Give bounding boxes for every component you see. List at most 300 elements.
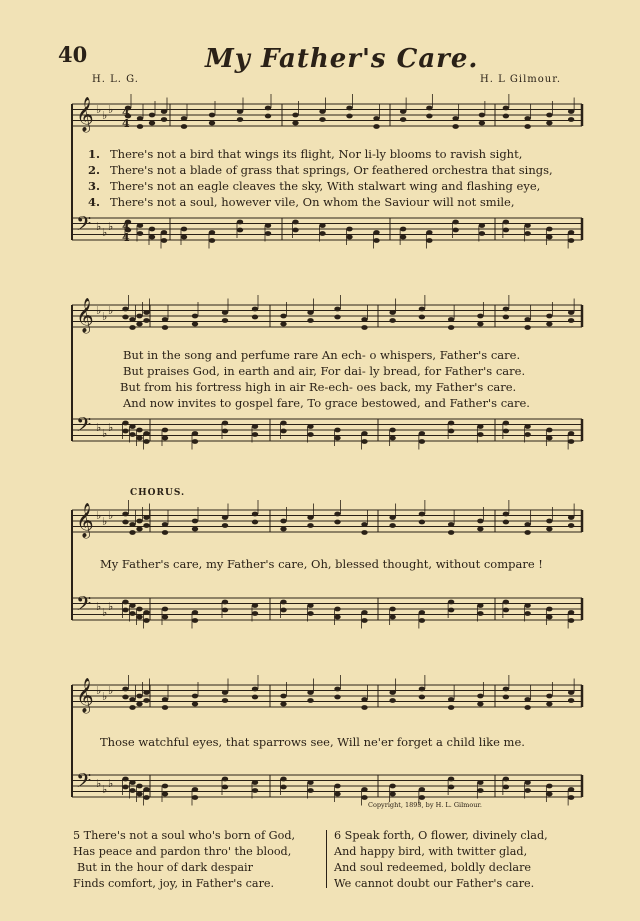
system-2-note-head	[524, 432, 530, 437]
system-4-note-head	[143, 787, 149, 792]
system-3-note-head	[361, 610, 367, 615]
system-2-note-head	[136, 314, 142, 319]
system-1-note-head	[237, 228, 243, 233]
system-4-note-head	[280, 785, 286, 790]
system-2-note-head	[122, 315, 128, 320]
time-signature-bottom: 4	[122, 117, 130, 130]
system-3-note-head	[136, 527, 142, 532]
system-1-note-head	[137, 231, 143, 236]
system-4-note-head	[162, 697, 168, 702]
system-1-note-head	[292, 220, 298, 225]
chorus-line-2: Those watchful eyes, that sparrows see, Will ne'er forget a child like me.	[100, 735, 525, 749]
system-3-note-head	[162, 615, 168, 620]
system-1-note-head	[209, 121, 215, 126]
system-2-note-head	[129, 325, 135, 330]
system-4-note-head	[252, 687, 258, 692]
refrain-line-2: But praises God, in earth and air, For dai- ly bread, for Father's care.	[123, 364, 526, 378]
system-2-note-head	[252, 315, 258, 320]
system-3-note-head	[477, 611, 483, 616]
system-4-note-head	[448, 785, 454, 790]
system-2-flat-icon: ♭	[102, 310, 108, 323]
system-1-note-head	[346, 114, 352, 119]
system-2-note-head	[192, 439, 198, 444]
system-3-flat-icon: ♭	[108, 600, 114, 613]
system-1-note-head	[400, 117, 406, 122]
copyright-notice: Copyright, 1893, by H. L. Gilmour.	[368, 801, 482, 809]
system-1-bass-clef-icon: 𝄢	[76, 212, 92, 240]
system-2-note-head	[129, 432, 135, 437]
system-3-note-head	[448, 608, 454, 613]
system-1-note-head	[503, 220, 509, 225]
system-3-note-head	[222, 515, 228, 520]
chorus-label: CHORUS.	[130, 488, 186, 498]
system-1-note-head	[373, 238, 379, 243]
system-4-note-head	[143, 795, 149, 800]
system-4-note-head	[252, 780, 258, 785]
system-4-note-head	[129, 788, 135, 793]
words-credit: H. L. G.	[92, 74, 139, 85]
system-2-note-head	[477, 314, 483, 319]
system-2-note-head	[334, 436, 340, 441]
system-3-note-head	[162, 522, 168, 527]
system-3-note-head	[568, 610, 574, 615]
system-2-note-head	[222, 310, 228, 315]
system-2-note-head	[419, 439, 425, 444]
time-signature-top: 4	[122, 220, 130, 233]
system-4-note-head	[503, 777, 509, 782]
system-3-note-head	[524, 603, 530, 608]
system-1-note-head	[265, 114, 271, 119]
system-3-note-head	[419, 618, 425, 623]
system-4-note-head	[122, 687, 128, 692]
system-1-note-head	[400, 235, 406, 240]
system-3-note-head	[122, 608, 128, 613]
system-2-note-head	[122, 429, 128, 434]
system-3-flat-icon: ♭	[102, 515, 108, 528]
system-4-note-head	[192, 694, 198, 699]
system-1-treble-clef-icon: 𝄞	[76, 97, 94, 132]
system-2-note-head	[419, 315, 425, 320]
system-1-note-head	[546, 113, 552, 118]
system-1-note-head	[346, 227, 352, 232]
system-4-note-head	[546, 784, 552, 789]
time-signature-top: 4	[122, 106, 130, 119]
system-3-note-head	[334, 512, 340, 517]
system-3-note-head	[122, 512, 128, 517]
system-4-note-head	[136, 694, 142, 699]
system-2-note-head	[162, 317, 168, 322]
system-1-note-head	[524, 231, 530, 236]
system-2-note-head	[361, 317, 367, 322]
system-3-note-head	[222, 523, 228, 528]
refrain-line-4: And now invites to gospel fare, To grace bestowed, and Father's care.	[123, 396, 530, 410]
system-4-note-head	[419, 695, 425, 700]
system-3-note-head	[361, 618, 367, 623]
system-3-note-head	[546, 527, 552, 532]
system-1-note-head	[524, 124, 530, 129]
system-1-note-head	[319, 117, 325, 122]
system-3-note-head	[307, 515, 313, 520]
system-3-note-head	[129, 522, 135, 527]
system-1-note-head	[181, 235, 187, 240]
system-2-note-head	[568, 439, 574, 444]
system-2-note-head	[122, 307, 128, 312]
system-2-note-head	[477, 424, 483, 429]
system-2-note-head	[448, 317, 454, 322]
system-2-note-head	[280, 421, 286, 426]
system-1-note-head	[292, 228, 298, 233]
system-3-note-head	[334, 615, 340, 620]
system-3-note-head	[122, 600, 128, 605]
system-4-note-head	[361, 795, 367, 800]
system-3-note-head	[546, 615, 552, 620]
system-4-note-head	[546, 792, 552, 797]
system-2-note-head	[136, 428, 142, 433]
system-3-note-head	[546, 607, 552, 612]
system-1-note-head	[452, 116, 458, 121]
system-2-note-head	[129, 424, 135, 429]
system-3-note-head	[136, 519, 142, 524]
system-4-note-head	[252, 788, 258, 793]
system-1-note-head	[265, 106, 271, 111]
system-3-note-head	[477, 603, 483, 608]
system-3-note-head	[568, 515, 574, 520]
system-1-note-head	[181, 124, 187, 129]
system-3-note-head	[129, 530, 135, 535]
system-2-note-head	[192, 322, 198, 327]
system-2-flat-icon: ♭	[108, 421, 114, 434]
system-2-note-head	[334, 307, 340, 312]
system-3-note-head	[280, 527, 286, 532]
verse-line-3: 3. There's not an eagle cleaves the sky, With stalwart wing and flashing eye,	[88, 179, 541, 193]
system-2-note-head	[389, 310, 395, 315]
verse-line-4: 4. There's not a soul, however vile, On whom the Saviour will not smile,	[88, 195, 515, 209]
system-1-note-head	[452, 124, 458, 129]
system-2-note-head	[546, 322, 552, 327]
system-3-treble-clef-icon: 𝄞	[76, 503, 94, 538]
system-3-note-head	[419, 610, 425, 615]
system-1-note-head	[426, 106, 432, 111]
system-4-note-head	[477, 780, 483, 785]
system-3-note-head	[568, 523, 574, 528]
system-2-note-head	[143, 431, 149, 436]
system-2-note-head	[252, 432, 258, 437]
system-1-note-head	[137, 116, 143, 121]
system-2-note-head	[524, 424, 530, 429]
system-4-note-head	[419, 795, 425, 800]
system-1-note-head	[426, 238, 432, 243]
system-2-note-head	[503, 421, 509, 426]
system-1-flat-icon: ♭	[102, 109, 108, 122]
system-2-note-head	[307, 424, 313, 429]
system-1-note-head	[237, 109, 243, 114]
system-2-note-head	[389, 436, 395, 441]
system-4-note-head	[524, 788, 530, 793]
system-4-note-head	[122, 695, 128, 700]
system-2-note-head	[524, 317, 530, 322]
system-1-note-head	[373, 124, 379, 129]
stanza-6: 6 Speak forth, O flower, divinely clad, And happy bird, with twitter glad, And soul redeemed, boldly declare We cannot doubt our Father's care.	[334, 829, 548, 890]
system-4-note-head	[524, 697, 530, 702]
system-3-note-head	[568, 618, 574, 623]
system-1-note-head	[479, 223, 485, 228]
system-2-note-head	[419, 307, 425, 312]
system-4-note-head	[568, 795, 574, 800]
system-1-note-head	[181, 116, 187, 121]
system-4-note-head	[143, 690, 149, 695]
system-4-note-head	[222, 698, 228, 703]
system-3-note-head	[503, 600, 509, 605]
system-2-note-head	[389, 318, 395, 323]
system-3-note-head	[334, 607, 340, 612]
system-3-note-head	[252, 611, 258, 616]
system-4-note-head	[503, 785, 509, 790]
system-2-note-head	[419, 431, 425, 436]
stanza-divider	[326, 830, 327, 888]
system-3-note-head	[389, 615, 395, 620]
system-2-note-head	[477, 432, 483, 437]
system-3-note-head	[162, 607, 168, 612]
system-3-note-head	[280, 600, 286, 605]
system-4-note-head	[361, 787, 367, 792]
system-1-note-head	[161, 238, 167, 243]
system-3-note-head	[252, 603, 258, 608]
verse-line-2: 2. There's not a blade of grass that springs, Or feathered orchestra that sings,	[88, 163, 553, 177]
system-1-note-head	[479, 113, 485, 118]
system-4-note-head	[307, 780, 313, 785]
system-1-note-head	[479, 231, 485, 236]
system-1-note-head	[149, 121, 155, 126]
stanza-5: 5 There's not a soul who's born of God, Has peace and pardon thro' the blood, But in the hour of dark despair Finds comfort, joy, in Father's care.	[73, 829, 296, 890]
system-2-note-head	[222, 318, 228, 323]
system-1-note-head	[292, 113, 298, 118]
system-4-note-head	[162, 792, 168, 797]
system-3-flat-icon: ♭	[96, 600, 102, 613]
system-4-note-head	[546, 694, 552, 699]
system-3-bass-clef-icon: 𝄢	[76, 592, 92, 620]
system-2-note-head	[136, 322, 142, 327]
system-4-note-head	[136, 792, 142, 797]
system-2-note-head	[524, 325, 530, 330]
system-4-note-head	[477, 702, 483, 707]
system-4-flat-icon: ♭	[96, 684, 102, 697]
system-4-treble-clef-icon: 𝄞	[76, 678, 94, 713]
system-3-note-head	[280, 519, 286, 524]
system-3-note-head	[546, 519, 552, 524]
system-1-note-head	[426, 114, 432, 119]
system-4-note-head	[334, 792, 340, 797]
system-2-note-head	[307, 318, 313, 323]
system-1-note-head	[161, 117, 167, 122]
system-1-note-head	[161, 109, 167, 114]
system-2-note-head	[143, 439, 149, 444]
system-3-note-head	[143, 515, 149, 520]
system-4-note-head	[477, 788, 483, 793]
system-1-flat-icon: ♭	[96, 103, 102, 116]
system-2-treble-clef-icon: 𝄞	[76, 298, 94, 333]
system-4-note-head	[419, 787, 425, 792]
system-3-note-head	[361, 522, 367, 527]
system-4-note-head	[361, 705, 367, 710]
system-3-note-head	[143, 610, 149, 615]
system-1-note-head	[137, 223, 143, 228]
system-4-note-head	[477, 694, 483, 699]
system-2-note-head	[162, 436, 168, 441]
system-1-note-head	[373, 230, 379, 235]
system-1-note-head	[346, 235, 352, 240]
system-4-note-head	[334, 784, 340, 789]
system-1-note-head	[319, 109, 325, 114]
system-3-flat-icon: ♭	[96, 509, 102, 522]
system-3-note-head	[524, 530, 530, 535]
system-2-note-head	[122, 421, 128, 426]
chorus-line-1: My Father's care, my Father's care, Oh, blessed thought, without compare !	[100, 557, 543, 571]
system-3-note-head	[192, 519, 198, 524]
system-4-note-head	[129, 780, 135, 785]
system-1-note-head	[568, 238, 574, 243]
system-3-flat-icon: ♭	[108, 509, 114, 522]
system-2-note-head	[503, 429, 509, 434]
system-2-note-head	[143, 318, 149, 323]
system-4-note-head	[192, 787, 198, 792]
system-3-note-head	[389, 515, 395, 520]
system-2-note-head	[546, 428, 552, 433]
system-4-note-head	[568, 698, 574, 703]
system-4-note-head	[524, 780, 530, 785]
system-3-note-head	[252, 520, 258, 525]
system-4-note-head	[546, 702, 552, 707]
system-2-note-head	[568, 310, 574, 315]
system-4-note-head	[222, 785, 228, 790]
system-1-note-head	[265, 223, 271, 228]
system-1-note-head	[149, 235, 155, 240]
system-4-note-head	[419, 687, 425, 692]
system-3-note-head	[192, 610, 198, 615]
system-4-note-head	[307, 698, 313, 703]
system-1-note-head	[546, 235, 552, 240]
system-1-note-head	[149, 113, 155, 118]
system-2-note-head	[252, 424, 258, 429]
system-3-note-head	[477, 527, 483, 532]
page-number: 40	[58, 42, 88, 67]
system-4-flat-icon: ♭	[102, 690, 108, 703]
system-4-note-head	[192, 795, 198, 800]
system-2-note-head	[546, 436, 552, 441]
system-2-note-head	[307, 432, 313, 437]
system-4-flat-icon: ♭	[102, 783, 108, 796]
system-2-note-head	[477, 322, 483, 327]
system-3-note-head	[503, 608, 509, 613]
system-1-note-head	[400, 227, 406, 232]
system-1-note-head	[546, 227, 552, 232]
system-4-note-head	[334, 695, 340, 700]
system-3-note-head	[307, 603, 313, 608]
system-3-note-head	[503, 512, 509, 517]
music-credit: H. L Gilmour.	[480, 74, 562, 85]
system-1-flat-icon: ♭	[108, 220, 114, 233]
system-4-note-head	[122, 785, 128, 790]
system-1-note-head	[546, 121, 552, 126]
system-4-note-head	[122, 777, 128, 782]
system-1-note-head	[292, 121, 298, 126]
time-signature-bottom: 4	[122, 231, 130, 244]
system-3-note-head	[524, 611, 530, 616]
system-1-note-head	[426, 230, 432, 235]
system-2-note-head	[334, 428, 340, 433]
system-2-flat-icon: ♭	[96, 304, 102, 317]
system-2-note-head	[307, 310, 313, 315]
system-1-note-head	[149, 227, 155, 232]
hymn-title: My Father's Care.	[205, 44, 479, 74]
system-4-note-head	[448, 705, 454, 710]
system-3-note-head	[389, 523, 395, 528]
system-2-note-head	[448, 325, 454, 330]
system-1-note-head	[319, 223, 325, 228]
system-3-note-head	[252, 512, 258, 517]
system-4-note-head	[568, 787, 574, 792]
system-1-note-head	[209, 230, 215, 235]
system-3-note-head	[334, 520, 340, 525]
system-1-note-head	[524, 223, 530, 228]
system-1-note-head	[503, 106, 509, 111]
system-3-note-head	[192, 618, 198, 623]
system-2-note-head	[361, 431, 367, 436]
system-1-note-head	[237, 220, 243, 225]
system-4-note-head	[222, 690, 228, 695]
system-1-note-head	[452, 220, 458, 225]
system-3-note-head	[192, 527, 198, 532]
system-4-note-head	[143, 698, 149, 703]
system-1-flat-icon: ♭	[102, 226, 108, 239]
system-4-bass-clef-icon: 𝄢	[76, 769, 92, 797]
system-2-note-head	[143, 310, 149, 315]
system-1-note-head	[181, 227, 187, 232]
system-4-note-head	[280, 694, 286, 699]
system-3-note-head	[419, 512, 425, 517]
system-2-note-head	[448, 429, 454, 434]
system-3-note-head	[129, 611, 135, 616]
system-3-note-head	[448, 530, 454, 535]
system-3-note-head	[136, 615, 142, 620]
system-2-flat-icon: ♭	[96, 421, 102, 434]
system-3-flat-icon: ♭	[102, 606, 108, 619]
system-2-note-head	[192, 431, 198, 436]
system-4-note-head	[448, 697, 454, 702]
system-1-note-head	[503, 228, 509, 233]
system-3-note-head	[122, 520, 128, 525]
system-4-note-head	[136, 784, 142, 789]
system-2-note-head	[252, 307, 258, 312]
system-3-note-head	[129, 603, 135, 608]
verse-line-1: 1. There's not a bird that wings its flight, Nor li-ly blooms to ravish sight,	[88, 147, 523, 161]
system-4-note-head	[568, 690, 574, 695]
system-4-note-head	[361, 697, 367, 702]
system-4-note-head	[389, 792, 395, 797]
system-4-note-head	[280, 702, 286, 707]
system-4-flat-icon: ♭	[96, 777, 102, 790]
system-4-note-head	[389, 690, 395, 695]
system-4-note-head	[129, 697, 135, 702]
system-2-note-head	[503, 315, 509, 320]
system-2-note-head	[222, 429, 228, 434]
system-3-note-head	[524, 522, 530, 527]
system-1-note-head	[137, 124, 143, 129]
system-4-note-head	[136, 702, 142, 707]
system-3-note-head	[448, 522, 454, 527]
system-3-note-head	[222, 608, 228, 613]
system-4-note-head	[389, 698, 395, 703]
system-4-note-head	[192, 702, 198, 707]
